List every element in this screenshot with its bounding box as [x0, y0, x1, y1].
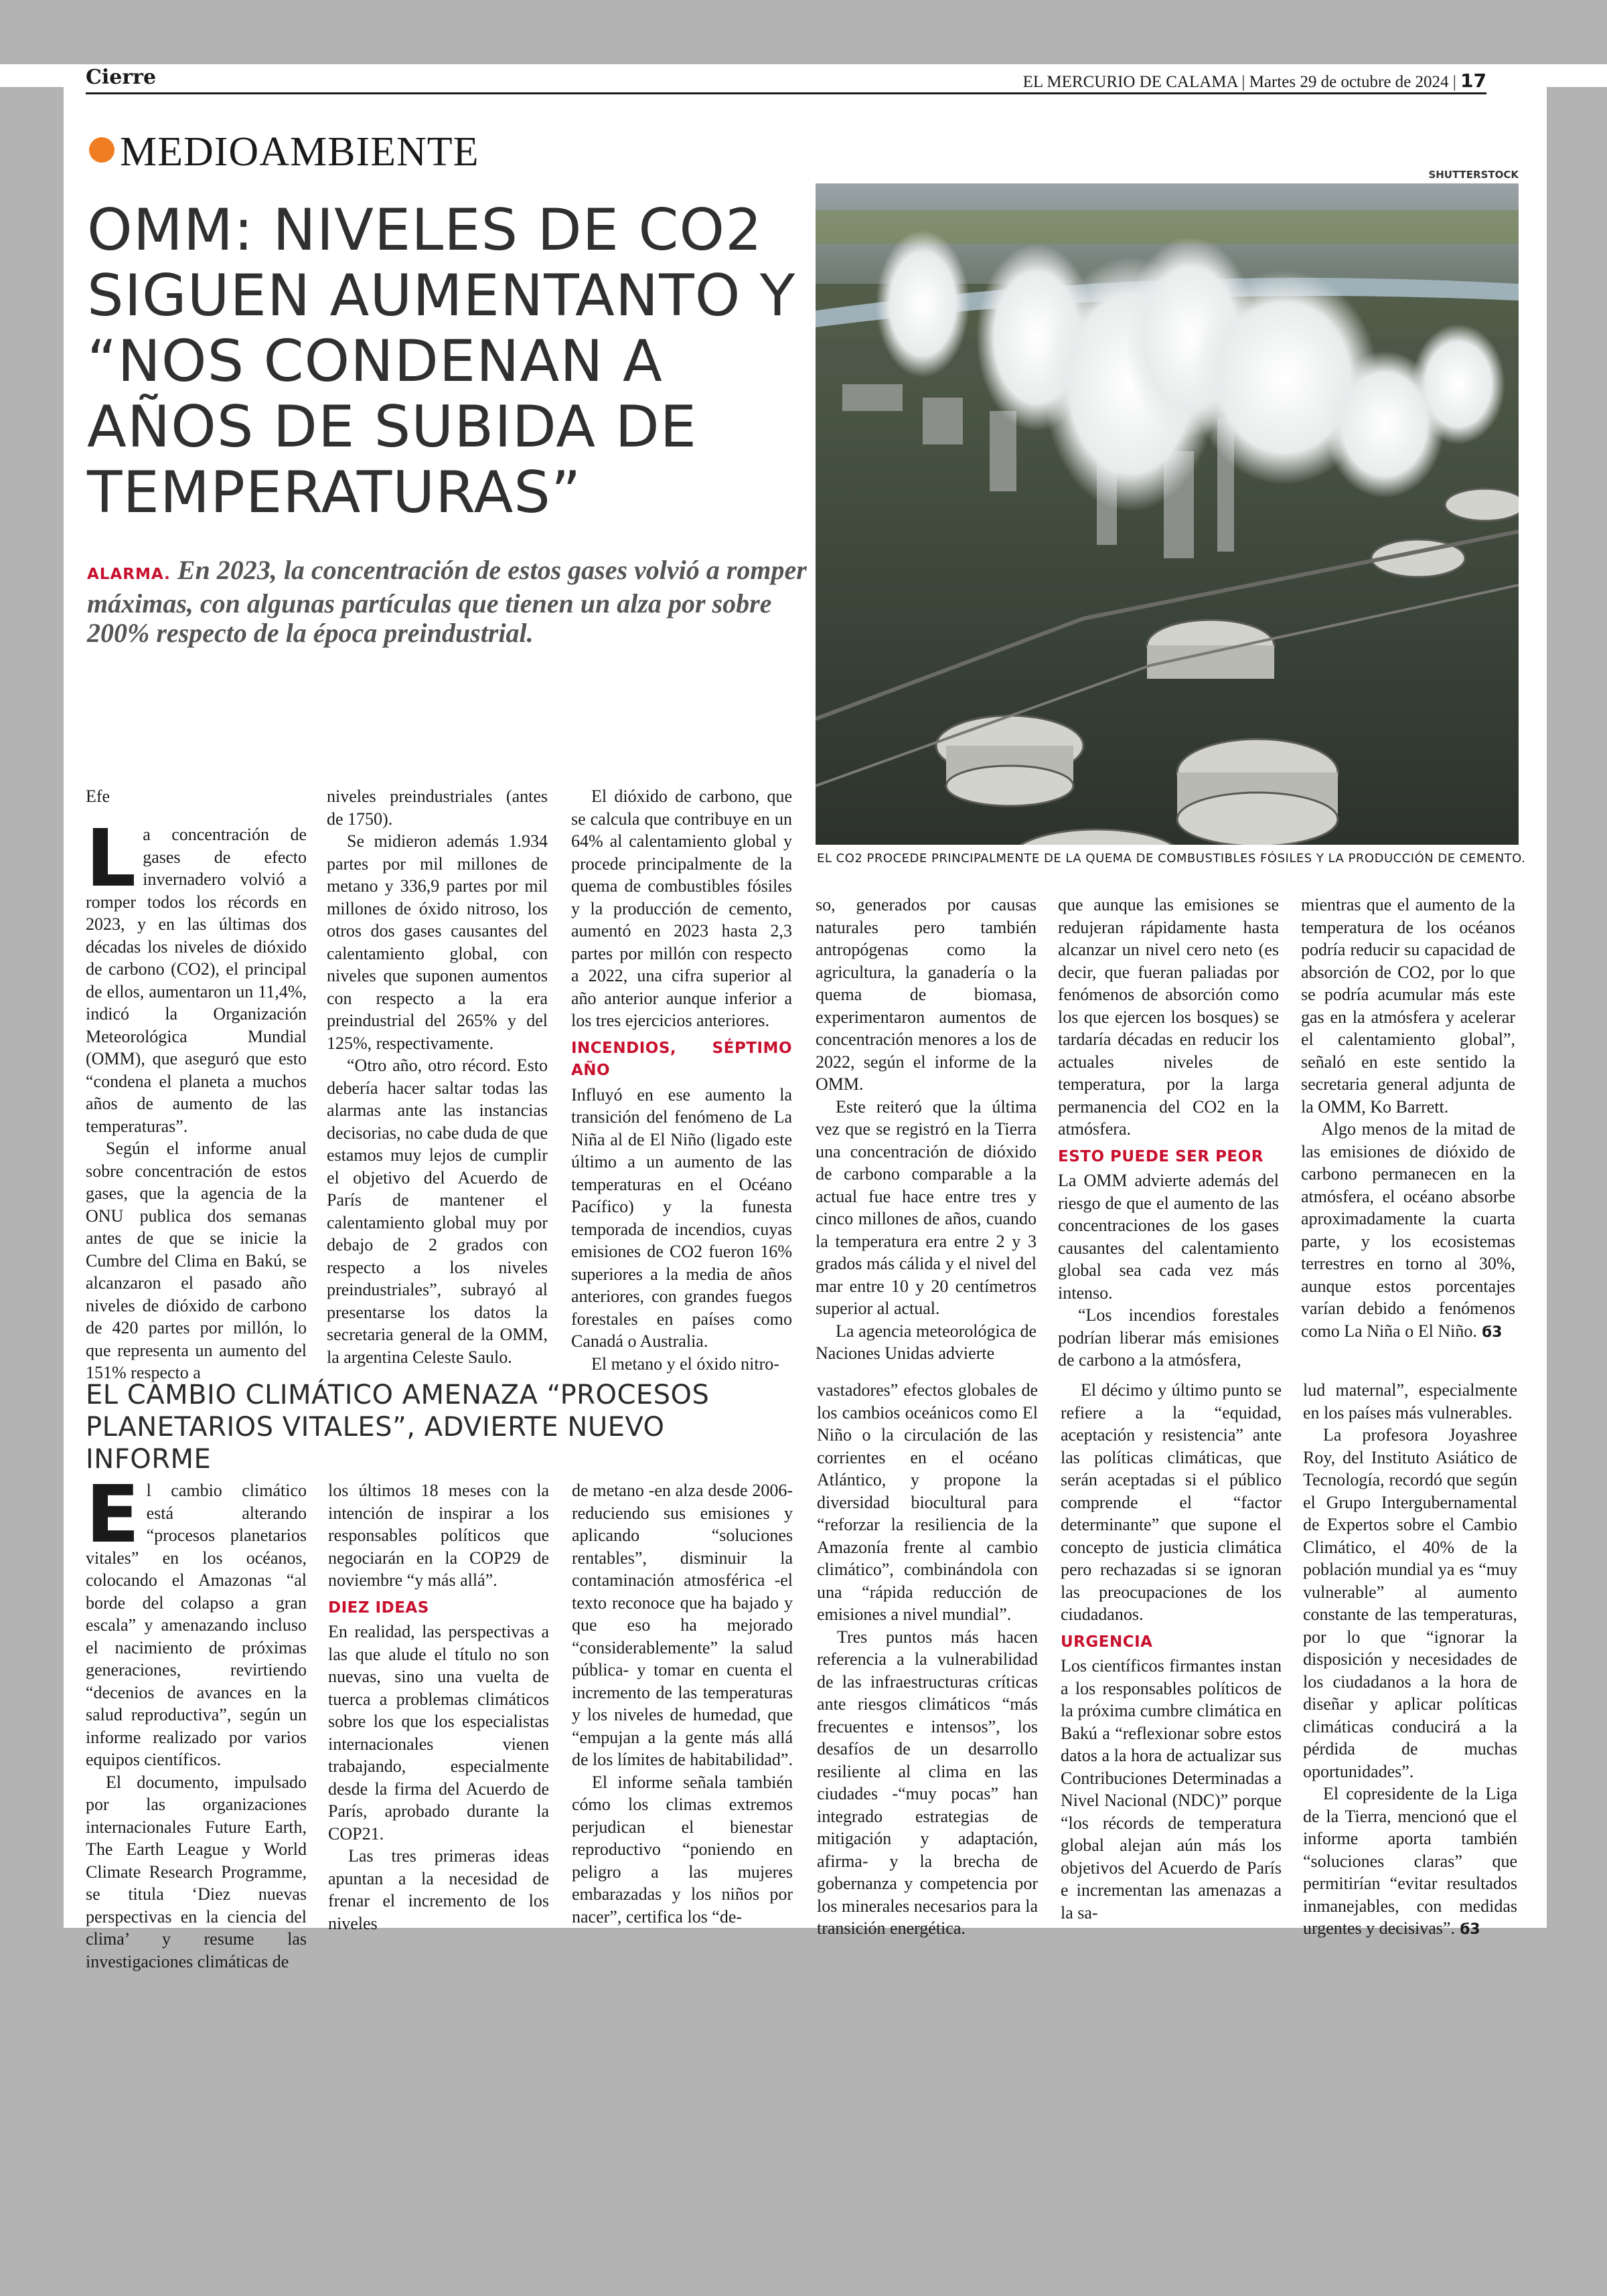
paragraph: so, generados por causas naturales pero también antropógenas como la agricultura, la ganadería o la quema de biomasa, experimentaron aumentos de concentración menores a los de 2022, según el informe de la OMM. — [816, 895, 1037, 1094]
issue-date: Martes 29 de octubre de 2024 — [1249, 73, 1449, 91]
newspaper-name: EL MERCURIO DE CALAMA — [1022, 73, 1238, 91]
page-margin-right — [1547, 87, 1607, 1928]
paragraph: Este reiteró que la última vez que se registró en la Tierra una concentración de dióxido de carbono comparable a la actual fue hace entre tres y cinco millones de años, cuando la temperatura era entre 2 y 3 grados más cálida y el nivel del mar entre 10 y 20 centímetros superior al actual. — [816, 1096, 1037, 1318]
subheading: URGENCIA — [1061, 1633, 1153, 1651]
article-column-3 — [571, 785, 792, 1375]
article-column-5 — [1061, 1379, 1282, 1924]
dropcap: L — [86, 812, 137, 904]
page-number: 17 — [1460, 70, 1486, 92]
second-article — [86, 1379, 1525, 1971]
paragraph: Algo menos de la mitad de las emisiones de dióxido de carbono permanecen en la atmósfera, el océano absorbe aproximadamente la cuarta parte, y los ecosistemas terrestres en torno al 30%, aunque estos porcentajes varían debido a fenómenos como La Niña o El Niño. ϭ3 — [1301, 1119, 1515, 1341]
paragraph: Las tres primeras ideas apuntan a la necesidad de frenar el incremento de los niveles — [328, 1846, 549, 1933]
article-column-2 — [327, 785, 548, 1368]
article-column-6 — [1301, 894, 1515, 1343]
photo-credit: SHUTTERSTOCK — [1428, 169, 1519, 181]
article-column-4 — [817, 1379, 1038, 1940]
end-mark-icon: ϭ3 — [1459, 1921, 1480, 1938]
paragraph: “Los incendios forestales podrían liberar más emisiones de carbono a la atmósfera, — [1058, 1305, 1279, 1370]
kicker: MEDIOAMBIENTE — [89, 129, 479, 176]
article-column-3 — [572, 1479, 793, 1928]
paragraph: lud maternal”, especialmente en los países más vulnerables. — [1303, 1380, 1517, 1422]
paragraph: Se midieron además 1.934 partes por mil millones de metano y 336,9 partes por mil millones de óxido nitroso, los otros dos gases causantes del calentamiento global, con niveles que suponen aumentos con respecto a la era preindustrial del 265% y del 125%, respectivamente. — [327, 831, 548, 1053]
paragraph: a concentración de gases de efecto invernadero volvió a romper todos los récords en 2023, y en las últimas dos décadas los niveles de dióxido de carbono (CO2), el principal de ellos, aumentaron un 11,4%, indicó la Organización Meteorológica Mundial (OMM), que aseguró que esto “condena el planeta a muchos años de aumento de las temperaturas”. — [86, 825, 307, 1136]
article-column-2 — [328, 1479, 549, 1935]
paragraph: que aunque las emisiones se redujeran rápidamente hasta alcanzar un nivel cero neto (es decir, que fueran paliadas por fenómenos de absorción como los que ejercen los bosques) se tardaría décadas en reducir los actuales niveles de temperatura, por la larga permanencia del CO2 en la atmósfera. — [1058, 895, 1279, 1139]
photo-caption: EL CO2 PROCEDE PRINCIPALMENTE DE LA QUEMA DE COMBUSTIBLES FÓSILES Y LA PRODUCCIÓN DE CEMENTO. — [817, 851, 1526, 866]
headline: OMM: NIVELES DE CO2 SIGUEN AUMENTANTO Y “NOS CONDENAN A AÑOS DE SUBIDA DE TEMPERATURAS” — [87, 197, 796, 526]
subheading: DIEZ IDEAS — [328, 1598, 429, 1617]
paragraph: Según el informe anual sobre concentración de estos gases, que la agencia de la ONU publica dos semanas antes de que se inicie la Cumbre del Clima en Bakú, se alcanzaron el pasado año niveles de dióxido de carbono de 420 partes por millón, lo que representa un aumento del 151% respecto a — [86, 1139, 307, 1382]
paragraph: “Otro año, otro récord. Esto debería hacer saltar todas las alarmas ante las instancias decisorias, no cabe duda de que estamos muy lejos de cumplir el objetivo del Acuerdo de París de mantener el calentamiento global muy por debajo de 2 grados con respecto a los niveles preindustriales”, subrayó al presentarse los datos la secretaria general de la OMM, la argentina Celeste Saulo. — [327, 1056, 548, 1367]
headline: EL CAMBIO CLIMÁTICO AMENAZA “PROCESOS PLANETARIOS VITALES”, ADVIERTE NUEVO INFORME — [86, 1380, 710, 1475]
page-margin-bottom — [0, 1928, 1607, 2296]
paragraph: vastadores” efectos globales de los cambios oceánicos como El Niño o la circulación de las corrientes en el océano Atlántico, y propone la diversidad biocultural para “reforzar la resiliencia de la Amazonía frente al cambio climático”, combinándola con una “rápida reducción de emisiones a nivel mundial”. — [817, 1380, 1038, 1624]
paragraph: los últimos 18 meses con la intención de inspirar a los responsables políticos que negociarán en la COP29 de noviembre “y más allá”. — [328, 1481, 549, 1590]
subheading: ESTO PUEDE SER PEOR — [1058, 1147, 1264, 1165]
lead-tag: ALARMA. — [87, 566, 171, 583]
article-column-4 — [816, 894, 1037, 1365]
paragraph: La agencia meteorológica de Naciones Unidas advierte — [816, 1321, 1037, 1363]
paragraph: La profesora Joyashree Roy, del Instituto Asiático de Tecnología, recordó que según el Grupo Intergubernamental de Expertos sobre el Cambio Climático, el 40% de la población mundial ya es “muy vulnerable” al aumento constante de las temperaturas, por lo que “ignorar la disposición y necesidades de los ciudadanos a la hora de diseñar y aplicar políticas climáticas conducirá a la pérdida de muchas oportunidades”. — [1303, 1425, 1517, 1781]
paragraph: El documento, impulsado por las organizaciones internacionales Future Earth, The Earth League y World Climate Research Programme, se titula ‘Diez nuevas perspectivas en la ciencia del clima’ y resume las investigaciones climáticas de — [86, 1772, 307, 1971]
paragraph: El dióxido de carbono, que se calcula que contribuye en un 64% al calentamiento global y procede principalmente de la quema de combustibles fósiles y la producción de cemento, aumentó en 2023 hasta 2,3 partes por millón con respecto a 2022, una cifra superior al año anterior aunque inferior a los tres ejercicios anteriores. — [571, 787, 792, 1030]
photo-industrial-plant — [816, 135, 1519, 845]
paragraph: Tres puntos más hacen referencia a la vulnerabilidad de las infraestructuras críticas ante riesgos climáticos “más frecuentes e intensos”, los desafíos de un desarrollo resiliente al clima en las ciudades -“muy pocas” han integrado estrategias de mitigación y adaptación, afirma- y la brecha de gobernanza y competencia por los minerales necesarios para la transición energética. — [817, 1627, 1038, 1938]
bullet-dot-icon — [89, 137, 114, 163]
dropcap: E — [86, 1468, 140, 1560]
paragraph: El informe señala también cómo los climas extremos perjudican el bienestar reproductivo “poniendo en peligro a las mujeres embarazadas y los niños por nacer”, certifica los “de- — [572, 1772, 793, 1926]
paragraph: El décimo y último punto se refiere a la “equidad, aceptación y resistencia” ante las políticas climáticas, que serán aceptadas si el público comprende el “factor determinante” que supone el concepto de justicia climática pero rechazadas si se ignoran las preocupaciones de los ciudadanos. — [1061, 1380, 1282, 1624]
subheading: INCENDIOS, SÉPTIMO AÑO — [571, 1039, 792, 1079]
paragraph: El metano y el óxido nitro- — [591, 1354, 779, 1374]
page-margin-left — [0, 87, 64, 1928]
article-column-1 — [86, 812, 307, 1384]
paragraph: Los científicos firmantes instan a los responsables políticos de la próxima cumbre climática en Bakú a “reflexionar sobre estos datos a la hora de actualizar sus Contribuciones Determinadas a Nivel Nacional (NDC)” porque “los récords de temperatura global alejan aún más los objetivos del Acuerdo de París e incrementan las amenazas a la sa- — [1061, 1656, 1282, 1922]
paragraph: niveles preindustriales (antes de 1750). — [327, 787, 548, 829]
end-mark-icon: ϭ3 — [1481, 1323, 1503, 1341]
article-column-5 — [1058, 894, 1279, 1372]
photo-image — [816, 183, 1519, 845]
lead-paragraph: ALARMA. En 2023, la concentración de estos gases volvió a romper máximas, con algunas partículas que tienen un alza por sobre 200% respecto de la época preindustrial. — [87, 555, 807, 648]
paragraph: de metano -en alza desde 2006- reduciendo sus emisiones y aplicando “soluciones rentables”, disminuir la contaminación atmosférica -el texto reconoce que ha bajado y que eso ha mejorado “considerablemente” la salud pública- y tomar en cuenta el incremento de las temperaturas y los niveles de humedad, que “empujan a la gente más allá de los límites de habitabilidad”. — [572, 1481, 793, 1769]
page-margin-top — [0, 0, 1607, 64]
paragraph: mientras que el aumento de la temperatura de los océanos podría reducir su capacidad de absorción de CO2, por lo que se podría acumular más este gas en la atmósfera y acelerar el calentamiento global”, señaló en este sentido la secretaria general adjunta de la OMM, Ko Barrett. — [1301, 895, 1515, 1117]
article-column-6 — [1303, 1379, 1517, 1941]
section-name: Cierre — [86, 66, 157, 89]
paragraph: l cambio climático está alterando “procesos planetarios vitales” en los océanos, colocando el Amazonas “al borde del colapso a gran escala” y amenazando incluso el nacimiento de próximas generaciones, revirtiendo “decenios de avances en la salud reproductiva”, según un informe realizado por varios equipos científicos. — [86, 1481, 307, 1769]
paragraph: El copresidente de la Liga de la Tierra, mencionó que el informe aporta también “soluciones claras” que permitirían “evitar resultados inmanejables, con medidas urgentes y decisivas”. ϭ3 — [1303, 1784, 1517, 1938]
paragraph: En realidad, las perspectivas a las que alude el título no son nuevas, sino una vuelta de tuerca a problemas climáticos sobre los que los especialistas internacionales vienen trabajando, especialmente desde la firma del Acuerdo de París, aprobado durante la COP21. — [328, 1622, 549, 1843]
paragraph: Influyó en ese aumento la transición del fenómeno de La Niña al de El Niño (ligado este último a un aumento de las temperaturas en el Océano Pacífico) y la funesta temporada de incendios, cuyas emisiones de CO2 fueron 16% superiores a la media de años anteriores, con grandes fuegos forestales en países como Canadá o Australia. — [571, 1084, 792, 1351]
publication-info: EL MERCURIO DE CALAMA | Martes 29 de octubre de 2024 | 17 — [1022, 70, 1486, 92]
article-column-1 — [86, 1468, 307, 1973]
byline: Efe — [86, 787, 110, 806]
main-article — [64, 87, 1526, 1382]
paragraph: La OMM advierte además del riesgo de que el aumento de las concentraciones de los gases causantes del calentamiento global sea cada vez más intenso. — [1058, 1171, 1279, 1303]
